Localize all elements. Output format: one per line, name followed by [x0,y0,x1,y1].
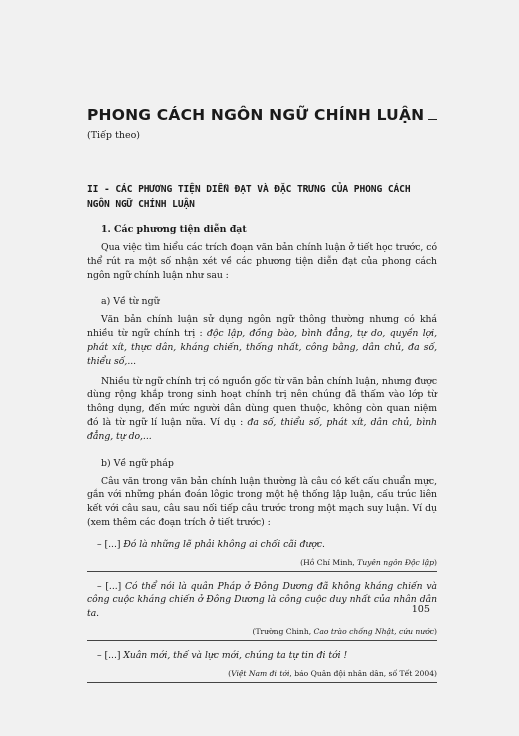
title-rule [428,119,437,120]
quote-text: Có thể nói là quân Pháp ở Đông Dương đã không kháng chiến và công cuộc kháng chiến ở Đông Dương là công cuộc duy nhất của nhân dân ta. [87,580,437,620]
quote-text: Đó là những lẽ phải không ai chối cãi được. [123,538,325,550]
heading-vocabulary: a) Về từ ngữ [101,296,160,308]
title-row [87,106,437,124]
section-heading: II - CÁC PHƯƠNG TIỆN DIỄN ĐẠT VÀ ĐẶC TRƯNG CỦA PHONG CÁCH NGÔN NGỮ CHÍNH LUẬN [87,184,411,210]
quote-lead: – [...] [97,580,126,592]
quote-lead: – [...] [97,538,124,550]
vocab-paragraph-2 [87,375,437,444]
vocab-p2-text: Nhiều từ ngữ chính trị có nguồn gốc từ văn bản chính luận, nhưng được dùng rộng khắp trong sinh hoạt chính trị nên chúng đã thấm vào lớp từ thông dụng, đến mức người dân dùng quen thuộc, không còn quan niệm đó là từ ngữ lí luận nữa. Ví dụ : [87,375,437,428]
page-number: 105 [411,604,430,615]
quote-lead: – [...] [97,649,124,661]
quote-2 [87,580,437,641]
intro-paragraph: Qua việc tìm hiểu các trích đoạn văn bản chính luận ở tiết học trước, có thể rút ra một số nhận xét về các phương tiện diễn đạt của phong cách ngôn ngữ chính luận như sau : [87,242,437,281]
vocab-p1-examples: độc lập, đồng bào, bình đẳng, tự do, quyền lợi, phát xít, thực dân, kháng chiến, thống nhất, công bằng, dân chủ, đa số, thiểu số,... [87,328,438,367]
content [87,106,437,683]
quote-1 [87,538,437,572]
page-title: PHONG CÁCH NGÔN NGỮ CHÍNH LUẬN [87,106,425,124]
subtitle: (Tiếp theo) [87,130,141,141]
quote-text: Xuân mới, thế và lực mới, chúng ta tự tin đi tới ! [123,649,348,661]
heading-grammar: b) Về ngữ pháp [101,457,174,469]
subsection-heading: 1. Các phương tiện diễn đạt [101,224,247,235]
quote-3 [87,649,437,683]
vocab-p1-text: Văn bản chính luận sử dụng ngôn ngữ thông thường nhưng có khá nhiều từ ngữ chính trị : [87,314,437,340]
vocab-paragraph-1 [87,313,437,368]
vocab-p2-examples: đa số, thiểu số, phát xít, dân chủ, bình đẳng, tự do,... [87,416,437,442]
quote-source: (Việt Nam đi tới, báo Quân đội nhân dân, số Tết 2004) [87,669,437,683]
grammar-paragraph: Câu văn trong văn bản chính luận thường là câu có kết cấu chuẩn mực, gắn với những phán đoán lôgic trong một hệ thống lập luận, cấu trúc liên kết với câu sau, câu sau nối tiếp câu trước trong một mạch suy luận. Ví dụ (xem thêm các đoạn trích ở tiết trước) : [87,475,437,528]
quote-source: (Hồ Chí Minh, Tuyên ngôn Độc lập) [87,558,437,572]
quote-source: (Trường Chinh, Cao trào chống Nhật, cứu nước) [87,627,437,641]
